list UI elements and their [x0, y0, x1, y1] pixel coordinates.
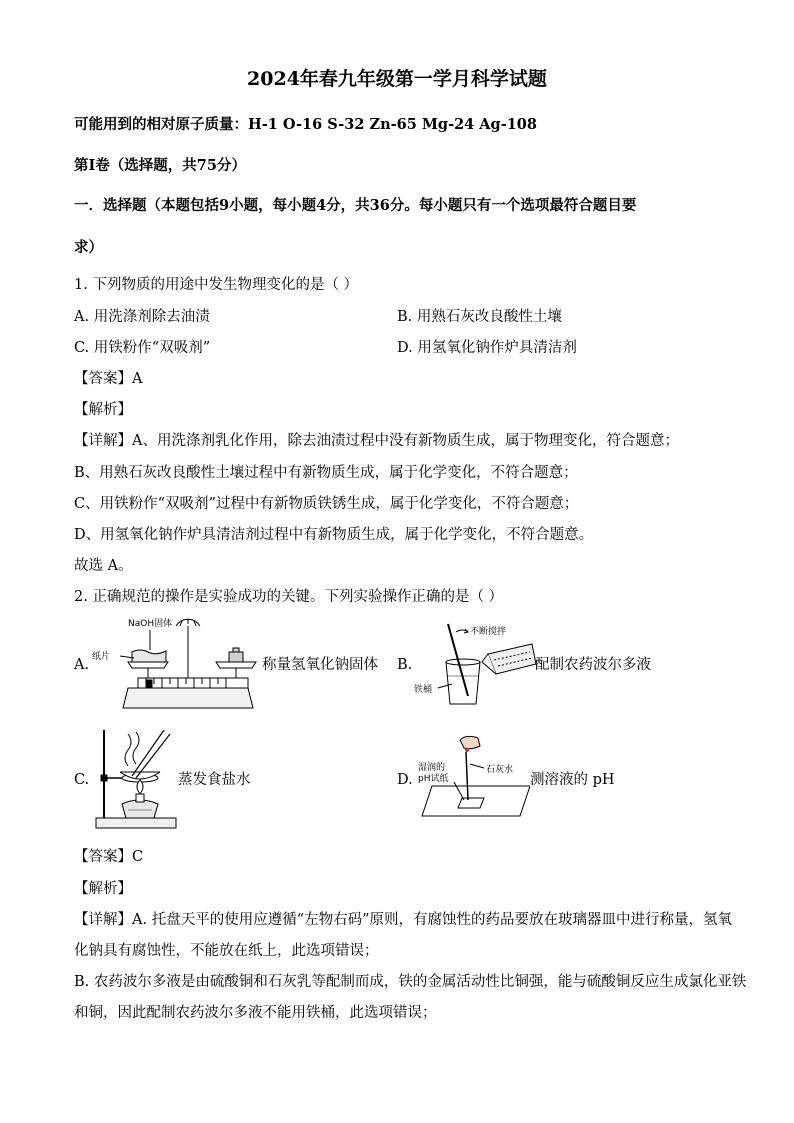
q2-option-c-letter: C. — [74, 772, 90, 788]
q2-option-d-caption: 测溶液的 pH — [530, 772, 615, 788]
page-title: 2024年春九年级第一学月科学试题 — [247, 68, 547, 90]
atomic-mass-line: 可能用到的相对原子质量：H-1 O-16 S-32 Zn-65 Mg-24 Ag-108 — [74, 116, 537, 133]
q1-analysis: 【解析】 — [74, 402, 132, 418]
q2-detail-line: 化钠具有腐蚀性，不能放在纸上，此选项错误； — [74, 943, 379, 959]
q2-option-d-letter: D. — [397, 772, 413, 788]
q1-option-c: C. 用铁粉作“双吸剂” — [74, 340, 211, 356]
q2-option-a-letter: A. — [74, 657, 90, 673]
q2-option-b-caption: 配制农药波尔多液 — [535, 657, 651, 673]
evaporation-diagram — [92, 726, 180, 832]
balance-diagram — [88, 618, 263, 710]
section-heading-line1: 一．选择题（本题包括9小题，每小题4分，共36分。每小题只有一个选项最符合题目要 — [74, 197, 637, 214]
q1-detail-line: B、用熟石灰改良酸性土壤过程中有新物质生成，属于化学变化，不符合题意； — [74, 465, 578, 481]
q2-option-b-letter: B. — [397, 657, 413, 673]
q2-option-a-caption: 称量氢氧化钠固体 — [262, 657, 378, 673]
balance-figure — [88, 618, 263, 710]
q1-detail-line: 【详解】A、用洗涤剂乳化作用，除去油渍过程中没有新物质生成，属于物理变化，符合题意； — [74, 433, 679, 449]
label-paper-line2: pH试纸 — [418, 774, 449, 784]
mixing-figure — [412, 618, 537, 710]
label-stir: 不断搅拌 — [470, 627, 507, 637]
label-limewater: 石灰水 — [486, 765, 514, 775]
q2-detail-line: B. 农药波尔多液是由硫酸铜和石灰乳等配制而成，铁的金属活动性比铜强，能与硫酸铜反应生成氯化亚铁 — [74, 974, 747, 990]
label-paper: 纸片 — [92, 652, 111, 662]
q2-option-c-caption: 蒸发食盐水 — [178, 772, 251, 788]
q1-answer: 【答案】A — [74, 371, 143, 387]
q2-detail-line: 【详解】A. 托盘天平的使用应遵循“左物右码”原则，有腐蚀性的药品要放在玻璃器皿中进行称量，氢氧 — [74, 912, 733, 928]
volume-heading: 第Ⅰ卷（选择题，共75分） — [74, 157, 246, 174]
section-heading-line2: 求） — [74, 239, 103, 256]
q1-stem: 1. 下列物质的用途中发生物理变化的是（ ） — [74, 277, 359, 293]
q2-stem: 2. 正确规范的操作是实验成功的关键。下列实验操作正确的是（ ） — [74, 589, 504, 605]
q2-answer: 【答案】C — [74, 849, 144, 865]
ph-test-diagram — [414, 734, 530, 822]
q1-detail-line: 故选 A。 — [74, 558, 133, 574]
q2-analysis: 【解析】 — [74, 881, 132, 897]
ph-test-figure — [414, 734, 530, 822]
label-naoh: NaOH固体 — [128, 619, 173, 629]
evaporation-figure — [92, 726, 180, 832]
mixing-diagram — [412, 618, 537, 710]
q1-option-a: A. 用洗涤剂除去油渍 — [74, 309, 210, 325]
q1-detail-line: D、用氢氧化钠作炉具清洁剂过程中有新物质生成，属于化学变化，不符合题意。 — [74, 527, 594, 543]
label-paper-line1: 湿润的 — [418, 763, 446, 773]
label-bucket: 铁桶 — [414, 685, 433, 695]
q1-detail-line: C、用铁粉作“双吸剂”过程中有新物质铁锈生成，属于化学变化，不符合题意； — [74, 496, 579, 512]
q1-option-b: B. 用熟石灰改良酸性土壤 — [397, 309, 562, 325]
q2-detail-line: 和铜，因此配制农药波尔多液不能用铁桶，此选项错误； — [74, 1005, 437, 1021]
q1-option-d: D. 用氢氧化钠作炉具清洁剂 — [397, 340, 577, 356]
